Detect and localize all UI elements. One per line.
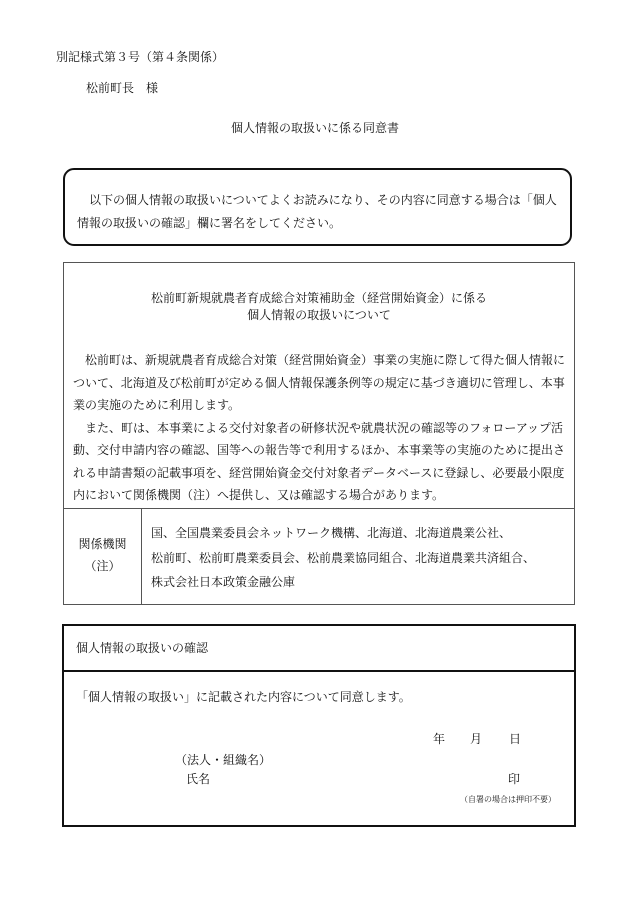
seal-label: 印 — [508, 772, 521, 786]
date-year-label: 年 — [433, 732, 446, 746]
info-heading-line-2: 個人情報の取扱いについて — [247, 308, 391, 322]
agency-line-2: 松前町、松前町農業委員会、松前農業協同組合、北海道農業共済組合、 — [151, 550, 536, 565]
agreement-text: 「個人情報の取扱い」に記載された内容について同意します。 — [76, 690, 411, 704]
agency-label-line-1: 関係機関 — [78, 537, 127, 551]
info-paragraph-2-text: また、町は、本事業による交付対象者の研修状況や就農状況の確認等のフォローアップ活動、交付申請内容の確認、国等への報告等で利用するほか、本事業等の実施のために提出される申請書類の記載事項を、経営開始資金交付対象者データベースに登録し、必要最小限度内において関係機関（注）へ提供し、又は確認する場合があります。 — [73, 420, 566, 502]
date-day-label: 日 — [509, 732, 522, 746]
agency-line-1: 国、全国農業委員会ネットワーク機構、北海道、北海道農業公社、 — [151, 526, 512, 540]
seal-note: （自署の場合は押印不要） — [460, 795, 556, 804]
info-paragraph-2 — [73, 417, 567, 507]
agency-column-divider — [141, 508, 142, 605]
notice-text-content: 以下の個人情報の取扱いについてよくお読みになり、その内容に同意する場合は「個人情報の取扱いの確認」欄に署名をしてください。 — [77, 193, 557, 230]
agency-list — [151, 521, 571, 595]
addressee: 松前町長 様 — [86, 81, 159, 95]
info-heading — [64, 290, 574, 324]
date-month-label: 月 — [470, 732, 483, 746]
agency-label — [64, 533, 141, 577]
notice-box — [63, 168, 572, 246]
document-title: 個人情報の取扱いに係る同意書 — [230, 121, 399, 135]
personal-info-section — [63, 262, 575, 605]
confirmation-section — [62, 624, 576, 827]
info-paragraph-1 — [73, 349, 567, 417]
info-body — [73, 349, 567, 507]
info-paragraph-1-text: 松前町は、新規就農者育成総合対策（経営開始資金）事業の実施に際して得た個人情報について、北海道及び松前町が定める個人情報保護条例等の規定に基づき適切に管理し、本事業の実施のために利用します。 — [73, 353, 566, 412]
form-number: 別記様式第３号（第４条関係） — [56, 50, 225, 64]
info-heading-line-1: 松前町新規就農者育成総合対策補助金（経営開始資金）に係る — [150, 291, 487, 305]
confirmation-title: 個人情報の取扱いの確認 — [76, 641, 209, 655]
name-label: 氏名 — [186, 772, 211, 786]
agency-line-3: 株式会社日本政策金融公庫 — [151, 575, 296, 589]
organization-name-label: （法人・組織名） — [175, 753, 272, 767]
notice-text — [77, 189, 563, 235]
agency-label-line-2: （注） — [84, 559, 121, 573]
confirmation-header-divider — [64, 670, 574, 672]
